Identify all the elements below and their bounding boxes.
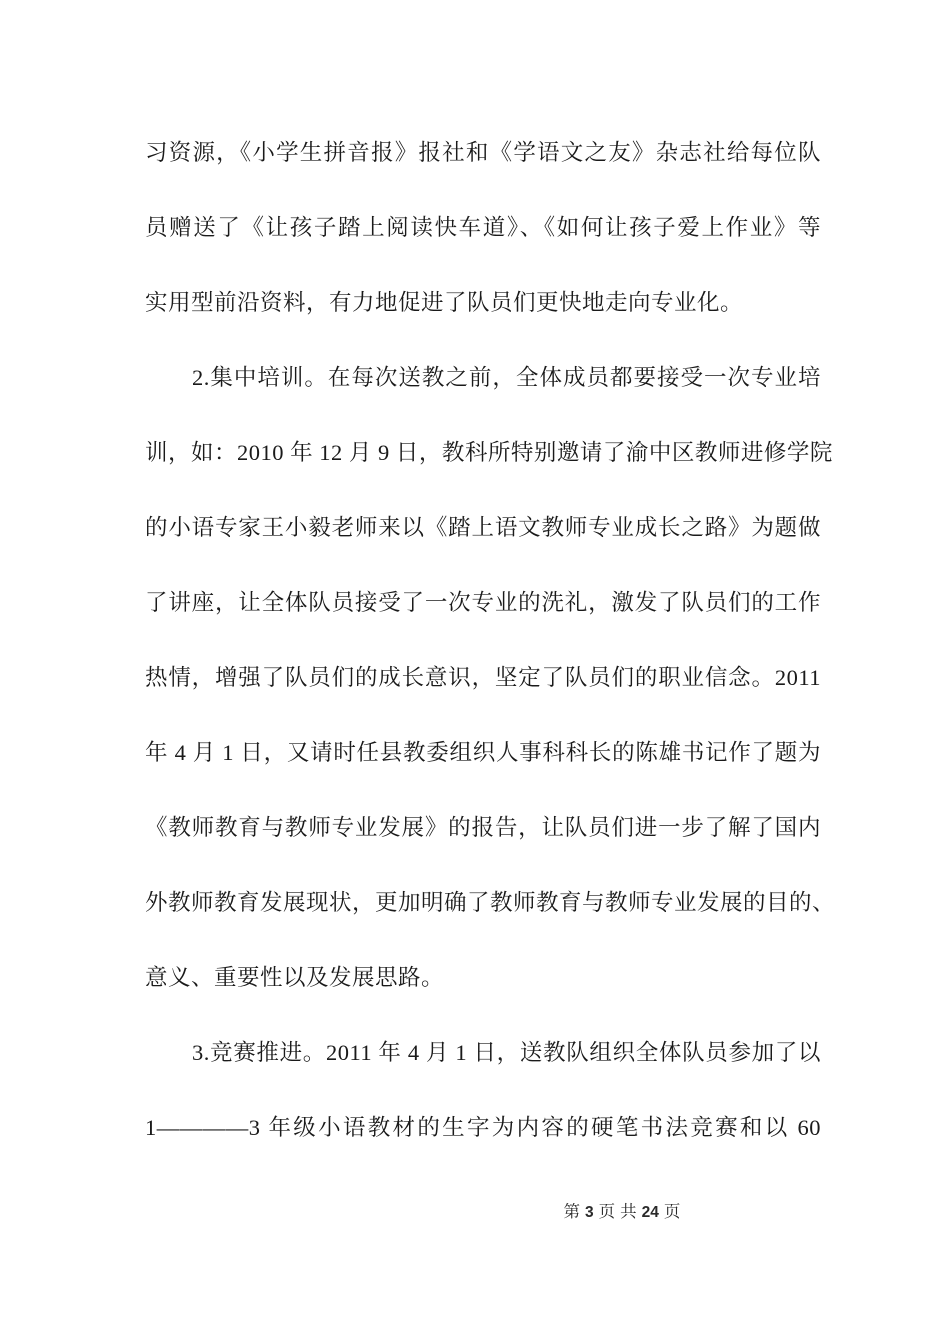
text-line: 年 4 月 1 日，又请时任县教委组织人事科科长的陈雄书记作了题为 (145, 740, 821, 765)
footer-label-di: 第 (563, 1202, 580, 1221)
footer-label-ye1: 页 (598, 1202, 616, 1221)
text-line: 实用型前沿资料，有力地促进了队员们更快地走向专业化。 (145, 290, 744, 315)
text-line: 的小语专家王小毅老师来以《踏上语文教师专业成长之路》为题做 (145, 515, 821, 540)
text-line: 热情，增强了队员们的成长意识，坚定了队员们的职业信念。2011 (145, 665, 821, 690)
text-line: 习资源，《小学生拼音报》报社和《学语文之友》杂志社给每位队 (145, 140, 821, 165)
footer-label-gong: 共 (620, 1202, 637, 1221)
text-line: 训，如：2010 年 12 月 9 日，教科所特别邀请了渝中区教师进修学院 (145, 440, 833, 465)
footer-total-pages-number: 24 (641, 1204, 659, 1221)
text-line: 员赠送了《让孩子踏上阅读快车道》、《如何让孩子爱上作业》等 (145, 215, 821, 240)
text-line: 2.集中培训。在每次送教之前，全体成员都要接受一次专业培 (192, 365, 821, 390)
text-line: 1————3 年级小语教材的生字为内容的硬笔书法竞赛和以 60 (145, 1115, 821, 1140)
text-line: 了讲座，让全体队员接受了一次专业的洗礼，激发了队员们的工作 (145, 590, 821, 615)
text-line: 意义、重要性以及发展思路。 (145, 965, 445, 990)
text-line: 3.竞赛推进。2011 年 4 月 1 日，送教队组织全体队员参加了以 (192, 1040, 821, 1065)
text-line: 《教师教育与教师专业发展》的报告，让队员们进一步了解了国内 (145, 815, 821, 840)
footer-current-page-number: 3 (585, 1204, 594, 1221)
footer-label-ye2: 页 (663, 1202, 681, 1221)
page-footer (561, 1199, 683, 1225)
text-line: 外教师教育发展现状，更加明确了教师教育与教师专业发展的目的、 (145, 890, 836, 915)
document-body (145, 115, 836, 1165)
